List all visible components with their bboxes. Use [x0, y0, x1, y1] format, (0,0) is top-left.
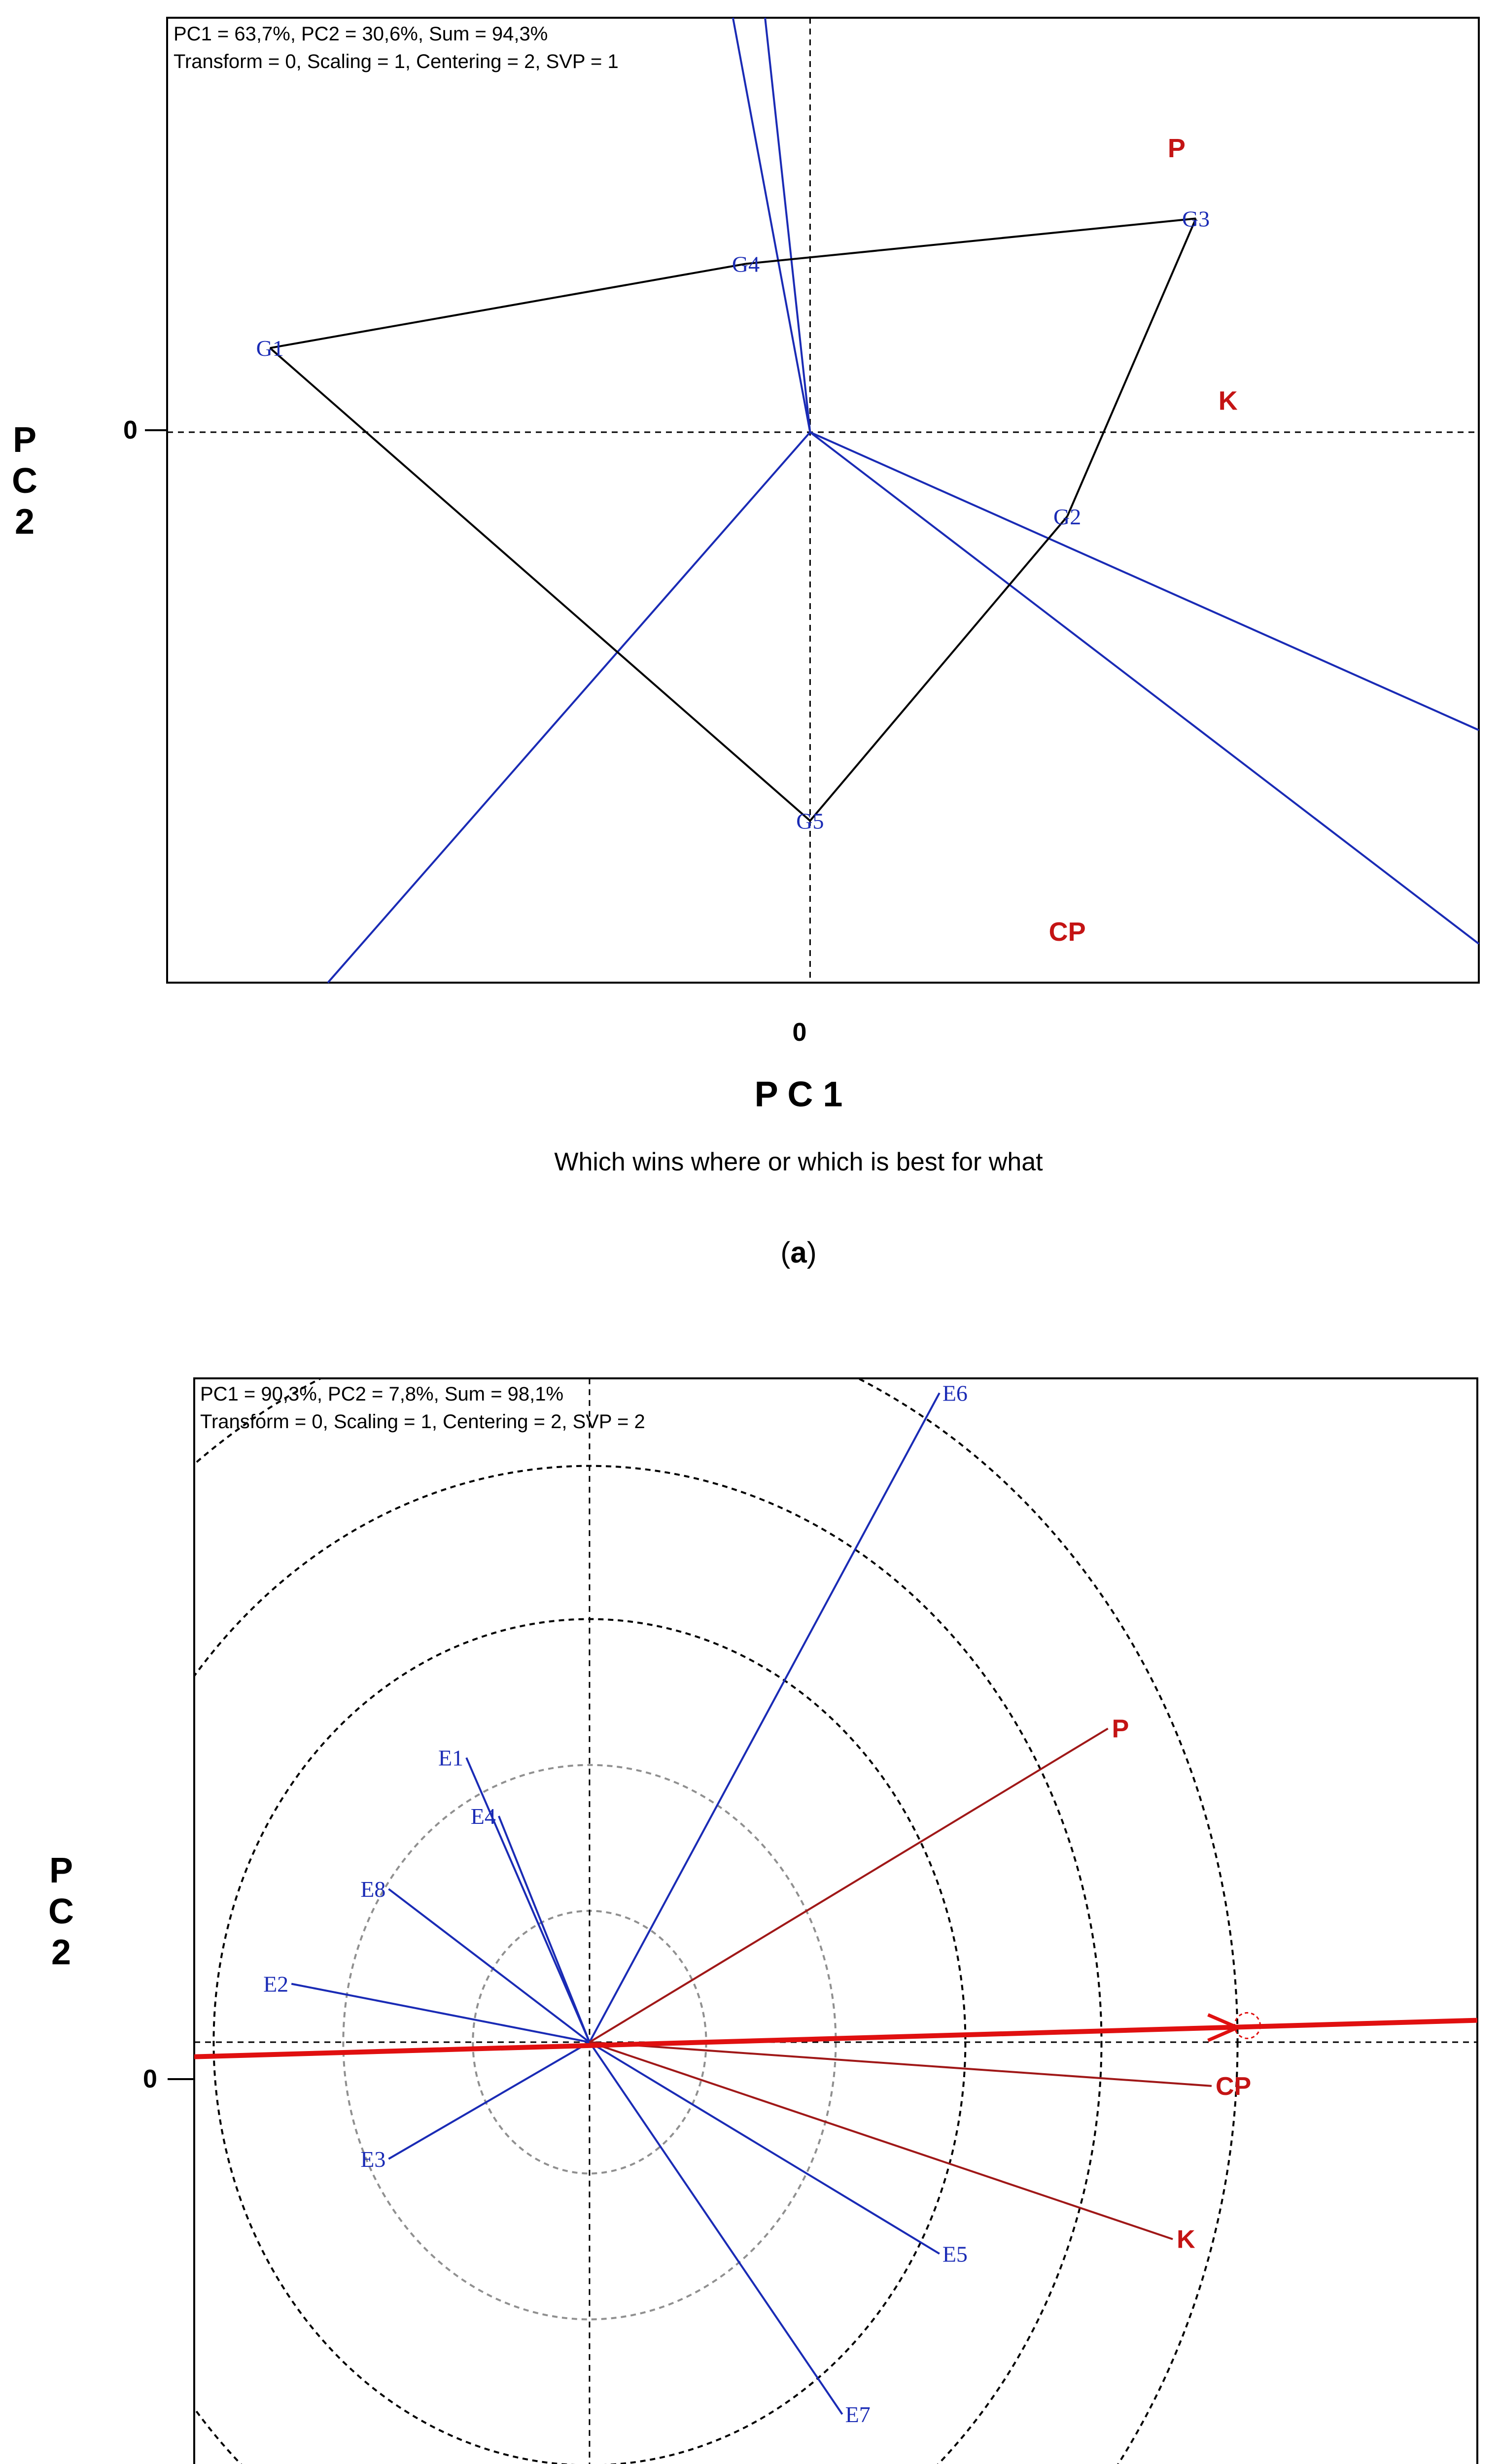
panel-a-x-zero-tick-label: 0	[792, 1018, 807, 1047]
panel-a-environment-cp: CP	[1048, 917, 1086, 947]
panel-a-y-zero-tick-label: 0	[123, 416, 138, 445]
panel-b-environment-cp: CP	[1215, 2072, 1252, 2101]
panel-a-y-axis-title-p: P	[12, 420, 37, 460]
panel-a-genotype-g3: G3	[1182, 206, 1210, 232]
panel-b-environment-k: K	[1177, 2225, 1195, 2254]
panel-b-tester-e7: E7	[845, 2401, 871, 2427]
panel-a-label-letter: a	[790, 1236, 807, 1269]
panel-b-header-line1: PC1 = 90,3%, PC2 = 7,8%, Sum = 98,1%	[200, 1383, 564, 1405]
panel-a-caption: Which wins where or which is best for what	[554, 1148, 1043, 1176]
panel-a-genotype-g5: G5	[796, 808, 824, 834]
panel-b-tester-e4: E4	[470, 1804, 496, 1829]
panel-a-which-won-where	[12, 18, 1479, 1269]
panel-a-genotype-g4: G4	[732, 251, 760, 277]
panel-a-environment-k: K	[1218, 386, 1238, 416]
panel-a-genotype-g2: G2	[1053, 504, 1081, 529]
panel-b-y-axis-title-c: C	[48, 1892, 74, 1931]
panel-b-environment-p: P	[1112, 1714, 1129, 1744]
panel-a-y-axis-title-c: C	[12, 461, 37, 501]
panel-b-y-axis-title-p: P	[49, 1851, 73, 1890]
panel-b-y-axis-title-2: 2	[51, 1933, 71, 1972]
panel-b-tester-e8: E8	[360, 1877, 386, 1902]
panel-b-tester-e1: E1	[438, 1745, 464, 1771]
panel-b-tester-e3: E3	[360, 2146, 386, 2172]
panel-b-y-zero-tick-label: 0	[143, 2065, 157, 2093]
panel-b-tester-e2: E2	[263, 1971, 289, 1997]
panel-a-x-axis-title: P C 1	[754, 1075, 843, 1114]
panel-b-plot-frame	[194, 1378, 1477, 2464]
panel-a-plot-frame	[167, 18, 1479, 983]
panel-a-label: (a)	[780, 1236, 817, 1269]
panel-b-tester-e6: E6	[942, 1380, 968, 1406]
panel-b-header-line2: Transform = 0, Scaling = 1, Centering = 2, SVP = 2	[200, 1411, 645, 1433]
panel-b-discriminativeness	[0, 1313, 1477, 2464]
panel-b-tester-e5: E5	[942, 2241, 968, 2267]
panel-a-y-axis-title-2: 2	[14, 502, 35, 542]
panel-a-header-line1: PC1 = 63,7%, PC2 = 30,6%, Sum = 94,3%	[174, 23, 548, 45]
panel-a-header-line2: Transform = 0, Scaling = 1, Centering = 2, SVP = 1	[174, 51, 619, 72]
panel-a-environment-p: P	[1167, 133, 1186, 163]
panel-a-genotype-g1: G1	[256, 336, 284, 361]
